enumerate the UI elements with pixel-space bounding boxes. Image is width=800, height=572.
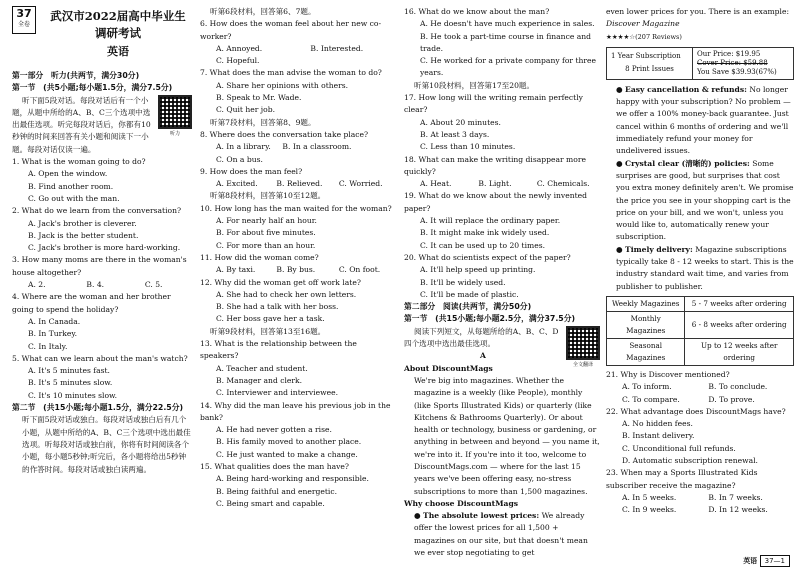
you-save: You Save $39.93(67%) bbox=[697, 67, 777, 76]
table-row bbox=[607, 311, 794, 338]
bullet2-text: No longer happy with your subscription? No problem — we offer a 100% money-back guarantee. Just cancel within 6 months of ordering and we'll immediately refund your money for undelivered issues. bbox=[616, 84, 791, 156]
option-5c: C. It's 10 minutes slow. bbox=[28, 390, 118, 400]
delivery-time: 5 - 7 weeks after ordering bbox=[685, 296, 794, 311]
part2-heading: 第二部分 阅读(共两节，满分50分) bbox=[404, 302, 532, 312]
qr-code-icon bbox=[566, 326, 600, 360]
option-6c: C. Hopeful. bbox=[216, 56, 260, 66]
option-7a: A. Share her opinions with others. bbox=[216, 80, 349, 90]
part1-sec1-instructions bbox=[12, 95, 192, 156]
question-19: 19. What do we know about the newly invented paper? bbox=[404, 191, 587, 213]
option-20b: B. It'll be widely used. bbox=[420, 277, 506, 287]
table-row bbox=[607, 296, 794, 311]
option-1c: C. Go out with the man. bbox=[28, 193, 120, 203]
option-7b: B. Speak to Mr. Wade. bbox=[216, 93, 302, 103]
option-10b: B. For about five minutes. bbox=[216, 228, 316, 238]
option-15c: C. Being smart and capable. bbox=[216, 498, 325, 508]
option-19c: C. It can be used up to 20 times. bbox=[420, 240, 546, 250]
option-14a: A. He had never gotten a rise. bbox=[216, 425, 332, 435]
question-18: 18. What can make the writing disappear more quickly? bbox=[404, 154, 586, 176]
option-2a: A. Jack's brother is cleverer. bbox=[28, 218, 137, 228]
question-23: 23. When may a Sports Illustrated Kids subscriber receive the magazine? bbox=[606, 468, 758, 490]
intro-8: 听第7段材料，回答第8、9题。 bbox=[210, 117, 316, 127]
delivery-table bbox=[606, 296, 794, 366]
option-20a: A. It'll help speed up printing. bbox=[420, 265, 536, 275]
option-3a: A. 2. bbox=[28, 280, 46, 290]
option-18c: C. Chemicals. bbox=[536, 179, 590, 189]
question-6: 6. How does the woman feel about her new co-worker? bbox=[200, 19, 382, 41]
listening-qr bbox=[158, 95, 192, 137]
intro-17: 听第10段材料，回答第17至20题。 bbox=[414, 80, 535, 90]
options-23-cd bbox=[606, 504, 794, 516]
option-16c: C. He worked for a private company for three years. bbox=[420, 56, 597, 78]
column-3 bbox=[404, 6, 600, 559]
table-row bbox=[607, 338, 794, 365]
bullet-lowest-prices bbox=[404, 510, 600, 559]
option-4c: C. In Italy. bbox=[28, 341, 68, 351]
option-5a: A. It's 5 minutes fast. bbox=[28, 366, 110, 376]
option-21a: A. To inform. bbox=[622, 382, 672, 392]
question-15: 15. What qualities does the man have? bbox=[200, 461, 349, 471]
why-title: Why choose DiscountMags bbox=[404, 498, 519, 508]
option-11b: B. By bus. bbox=[276, 265, 316, 275]
footer-subject: 英语 bbox=[743, 557, 758, 565]
question-14: 14. Why did the man leave his previous job in the bank? bbox=[200, 400, 391, 422]
options-21-ab bbox=[606, 381, 794, 393]
option-2b: B. Jack is the better student. bbox=[28, 230, 139, 240]
option-11c: C. On foot. bbox=[338, 265, 381, 275]
option-17a: A. About 20 minutes. bbox=[420, 117, 501, 127]
options-21-cd bbox=[606, 394, 794, 406]
option-3b: B. 4. bbox=[86, 280, 105, 290]
part1-sec2-heading: 第二节 (共15小题;每小题1.5分，满分22.5分) bbox=[12, 403, 184, 413]
bullet1-text: We already offer the lowest prices for all 1,500 + magazines on our site, but that doesn't mean we ever stop negotiating to get bbox=[414, 511, 588, 558]
question-8: 8. Where does the conversation take place? bbox=[200, 129, 369, 139]
option-6a: A. Annoyed. bbox=[216, 43, 263, 53]
bullet-timely-delivery bbox=[606, 244, 794, 293]
option-16a: A. He doesn't have much experience in sales. bbox=[420, 19, 595, 29]
question-12: 12. Why did the woman get off work late? bbox=[200, 277, 361, 287]
part1-sec1-heading: 第一节 (共5小题;每小题1.5分，满分7.5分) bbox=[12, 83, 173, 93]
instruction-text: 阅读下列短文，从每题所给的A、B、C、D四个选项中选出最佳选项。 bbox=[404, 326, 559, 349]
delivery-type: Monthly Magazines bbox=[607, 311, 685, 338]
option-12b: B. She had a talk with her boss. bbox=[216, 302, 339, 312]
title-line-1: 武汉市2022届高中毕业生 bbox=[50, 9, 186, 23]
question-22: 22. What advantage does DiscountMags have? bbox=[606, 406, 786, 416]
question-9: 9. How does the man feel? bbox=[200, 166, 303, 176]
passage-title: About DiscountMags bbox=[404, 363, 493, 373]
bullet-dot-icon: ● bbox=[616, 84, 626, 94]
option-13a: A. Teacher and student. bbox=[216, 363, 308, 373]
subscription-cell bbox=[607, 47, 693, 79]
option-23b: B. In 7 weeks. bbox=[708, 492, 763, 502]
bullet-clear-policies bbox=[606, 158, 794, 244]
badge-number: 37 bbox=[16, 7, 32, 20]
continued-text: even lower prices for you. There is an example: bbox=[606, 7, 790, 16]
bullet-dot-icon: ● bbox=[616, 158, 626, 168]
footer-page-number: 37—1 bbox=[760, 555, 790, 567]
option-8a: A. In a library. bbox=[216, 142, 271, 152]
option-3c: C. 5. bbox=[144, 280, 163, 290]
option-9b: B. Relieved. bbox=[276, 179, 323, 189]
column-1 bbox=[12, 6, 192, 476]
option-8b: B. In a classroom. bbox=[282, 142, 352, 152]
option-15a: A. Being hard-working and responsible. bbox=[216, 474, 369, 484]
option-21c: C. To compare. bbox=[622, 394, 680, 404]
option-14b: B. His family moved to another place. bbox=[216, 437, 362, 447]
bullet3-title: Crystal clear (清晰的) policies: bbox=[625, 158, 750, 168]
qr-label: 全文翻译 bbox=[572, 361, 593, 368]
question-20: 20. What do scientists expect of the paper? bbox=[404, 252, 571, 262]
option-20c: C. It'll be made of plastic. bbox=[420, 289, 519, 299]
subject-title: 英语 bbox=[107, 45, 129, 58]
intro-10: 听第8段材料，回答第10至12题。 bbox=[210, 191, 326, 201]
bullet1-title: The absolute lowest prices: bbox=[423, 511, 540, 521]
delivery-time: Up to 12 weeks after ordering bbox=[685, 338, 794, 365]
delivery-type: Weekly Magazines bbox=[607, 296, 685, 311]
exam-header bbox=[12, 6, 192, 70]
options-23-ab bbox=[606, 492, 794, 504]
bullet4-title: Timely delivery: bbox=[625, 244, 693, 254]
question-2: 2. What do we learn from the conversation? bbox=[12, 206, 182, 216]
exam-title bbox=[44, 8, 192, 42]
option-14c: C. He just wanted to make a change. bbox=[216, 449, 358, 459]
part1-sec2-instructions: 听下面5段对话或独白。每段对话或独白后有几个小题，从题中所给的A、B、C三个选项中选出最佳选项。听每段对话或独白前，你将有时间阅读各个小题，每小题5秒钟;听完后，各小题将给出5秒钟的作答时间。每段对话或独白读两遍。 bbox=[22, 415, 191, 474]
option-22a: A. No hidden fees. bbox=[622, 419, 693, 429]
option-17c: C. Less than 10 minutes. bbox=[420, 142, 516, 152]
intro-6: 听第6段材料，回答第6、7题。 bbox=[210, 7, 316, 16]
instruction-text: 听下面5段对话。每段对话后有一个小题，从题中所给的A、B、C三个选项中选出最佳选项。听完每段对话后，你都有10秒钟的时间来回答有关小题和阅读下一小题。每段对话仅读一遍。 bbox=[12, 95, 151, 154]
option-22c: C. Unconditional full refunds. bbox=[622, 443, 736, 453]
column-4 bbox=[606, 6, 794, 517]
bullet2-title: Easy cancellation & refunds: bbox=[625, 84, 747, 94]
option-2c: C. Jack's brother is more hard-working. bbox=[28, 243, 181, 253]
options-6 bbox=[200, 43, 396, 55]
delivery-type: Seasonal Magazines bbox=[607, 338, 685, 365]
option-9c: C. Worried. bbox=[338, 179, 383, 189]
question-21: 21. Why is Discover mentioned? bbox=[606, 369, 730, 379]
title-line-2: 调研考试 bbox=[95, 26, 141, 40]
options-18 bbox=[404, 178, 600, 190]
paper-number-badge bbox=[12, 6, 36, 34]
question-4: 4. Where are the woman and her brother going to spend the holiday? bbox=[12, 292, 171, 314]
question-5: 5. What can we learn about the man's watch? bbox=[12, 353, 188, 363]
question-1: 1. What is the woman going to do? bbox=[12, 157, 146, 167]
option-1a: A. Open the window. bbox=[28, 169, 108, 179]
option-6b: B. Interested. bbox=[310, 43, 364, 53]
part1-heading: 第一部分 听力(共两节，满分30分) bbox=[12, 71, 140, 80]
delivery-time: 6 - 8 weeks after ordering bbox=[685, 311, 794, 338]
options-8 bbox=[200, 141, 396, 153]
our-price: Our Price: $19.95 bbox=[697, 49, 761, 58]
option-22b: B. Instant delivery. bbox=[622, 431, 695, 441]
cover-price: Cover Price: $59.88 bbox=[697, 58, 768, 67]
option-16b: B. He took a part-time course in finance and trade. bbox=[420, 31, 592, 53]
review-stars: ★★★★☆(207 Reviews) bbox=[606, 32, 682, 41]
option-17b: B. At least 3 days. bbox=[420, 129, 490, 139]
bullet3-text: Some surprises are good, but surprises that cost you extra money definitely aren't. We promise the price you see in your shopping cart is the price on your bill, and we won't, unless you would like to, automatically renew your subscription. bbox=[616, 158, 794, 242]
bullet-easy-cancellation bbox=[606, 84, 794, 158]
question-17: 17. How long will the writing remain perfectly clear? bbox=[404, 93, 583, 115]
sub-label-1: 1 Year Subscription bbox=[611, 52, 681, 61]
question-3: 3. How many moms are there in the woman's house altogether? bbox=[12, 255, 187, 277]
option-4a: A. In Canada. bbox=[28, 316, 81, 326]
options-11 bbox=[200, 264, 396, 276]
price-table bbox=[606, 47, 794, 80]
bullet-dot-icon: ● bbox=[616, 244, 626, 254]
column-2 bbox=[200, 6, 396, 510]
option-4b: B. In Turkey. bbox=[28, 329, 78, 339]
option-22d: D. Automatic subscription renewal. bbox=[622, 456, 758, 466]
option-15b: B. Being faithful and energetic. bbox=[216, 486, 338, 496]
magazine-name: Discover Magazine bbox=[606, 19, 680, 29]
qr-code-icon bbox=[158, 95, 192, 129]
option-23c: C. In 9 weeks. bbox=[622, 505, 677, 515]
question-7: 7. What does the man advise the woman to do? bbox=[200, 68, 382, 78]
option-13c: C. Interviewer and interviewee. bbox=[216, 388, 338, 398]
option-7c: C. Quit her job. bbox=[216, 105, 276, 115]
prices-cell bbox=[693, 47, 794, 79]
option-19b: B. It might make ink widely used. bbox=[420, 228, 550, 238]
translation-qr bbox=[566, 326, 600, 368]
option-1b: B. Find another room. bbox=[28, 181, 114, 191]
option-23a: A. In 5 weeks. bbox=[622, 492, 677, 502]
option-8c: C. On a bus. bbox=[216, 154, 263, 164]
option-9a: A. Excited. bbox=[216, 179, 258, 189]
bullet-dot-icon: ● bbox=[414, 511, 424, 521]
option-5b: B. It's 5 minutes slow. bbox=[28, 378, 113, 388]
option-18b: B. Light. bbox=[478, 179, 512, 189]
sub-label-2: 8 Print Issues bbox=[625, 65, 674, 74]
badge-sub: 全卷 bbox=[17, 21, 30, 28]
question-16: 16. What do we know about the man? bbox=[404, 7, 550, 16]
option-12a: A. She had to check her own letters. bbox=[216, 289, 357, 299]
qr-label: 听力 bbox=[169, 130, 180, 137]
option-10a: A. For nearly half an hour. bbox=[216, 216, 317, 226]
option-23d: D. In 12 weeks. bbox=[708, 505, 768, 515]
passage-paragraph-1: We're big into magazines. Whether the magazine is a weekly (like People), monthly (like Sports Illustrated Kids) or quarterly (like Kitchens & Bathrooms Quarterly). Or about health or technology, business or gardening, or anything in between and beyond — you name it, we're into it. If you're into it too, welcome to DiscountMags.com — where for the last 15 years we've been offering easy, no-stress subscriptions to more than 1,500 magazines. bbox=[414, 375, 600, 496]
option-13b: B. Manager and clerk. bbox=[216, 375, 303, 385]
question-11: 11. How did the woman come? bbox=[200, 252, 319, 262]
option-10c: C. For more than an hour. bbox=[216, 240, 316, 250]
passage-label: A bbox=[480, 351, 486, 361]
options-9 bbox=[200, 178, 396, 190]
option-21d: D. To prove. bbox=[708, 394, 755, 404]
option-11a: A. By taxi. bbox=[216, 265, 256, 275]
intro-13: 听第9段材料，回答第13至16题。 bbox=[210, 326, 326, 336]
question-10: 10. How long has the man waited for the woman? bbox=[200, 203, 392, 213]
option-19a: A. It will replace the ordinary paper. bbox=[420, 216, 561, 226]
option-18a: A. Heat. bbox=[420, 179, 452, 189]
page-footer bbox=[743, 556, 790, 566]
part2-sec1-heading: 第一节 (共15小题;每小题2.5分，满分37.5分) bbox=[404, 314, 576, 324]
options-3 bbox=[12, 279, 192, 291]
option-12c: C. Her boss gave her a task. bbox=[216, 314, 325, 324]
option-21b: B. To conclude. bbox=[708, 382, 768, 392]
bullet4-text: Magazine subscriptions typically take 8 - 12 weeks to start. This is the industry standard wait time, and varies from publisher to publisher. bbox=[616, 244, 794, 291]
question-13: 13. What is the relationship between the speakers? bbox=[200, 339, 357, 361]
